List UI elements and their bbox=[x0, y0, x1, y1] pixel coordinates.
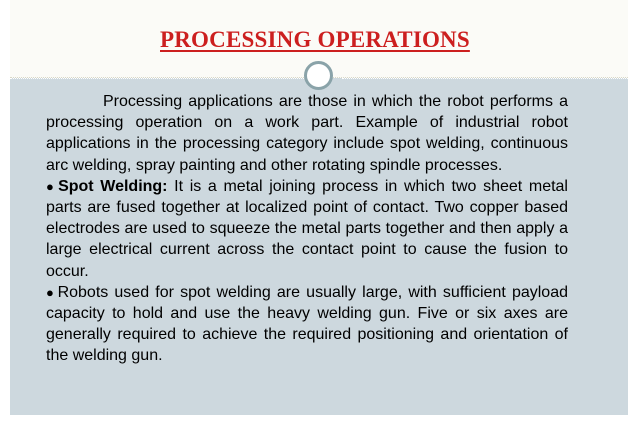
bullet-text: It is a metal joining process in which two sheet metal parts are fused together at localized point of contact. Two copper based electrodes are used to squeeze the metal parts together and then apply a large electrical current across the contact point to cause the fusion to occur. bbox=[46, 177, 568, 280]
bullet-text: Robots used for spot welding are usually large, with sufficient payload capacity to hold and use the heavy welding gun. Five or six axes are generally required to achieve the required positioning and orientation of the welding gun. bbox=[46, 283, 568, 365]
intro-paragraph: Processing applications are those in which the robot performs a processing operation on a work part. Example of industrial robot applications in the processing category include spot welding, continuous arc welding, spray painting and other rotating spindle processes. bbox=[46, 93, 568, 174]
slide-body bbox=[46, 91, 568, 367]
divider-line-left bbox=[10, 78, 306, 79]
bullet-spot-welding bbox=[46, 176, 568, 282]
bullet-icon: ● bbox=[46, 178, 57, 194]
slide bbox=[10, 0, 628, 415]
divider-line-right bbox=[342, 78, 628, 79]
bullet-icon: ● bbox=[46, 284, 56, 300]
circle-ornament bbox=[304, 61, 333, 90]
bullet-term: Spot Welding: bbox=[58, 177, 168, 195]
slide-title: PROCESSING OPERATIONS bbox=[160, 27, 470, 52]
bullet-robots bbox=[46, 282, 568, 367]
